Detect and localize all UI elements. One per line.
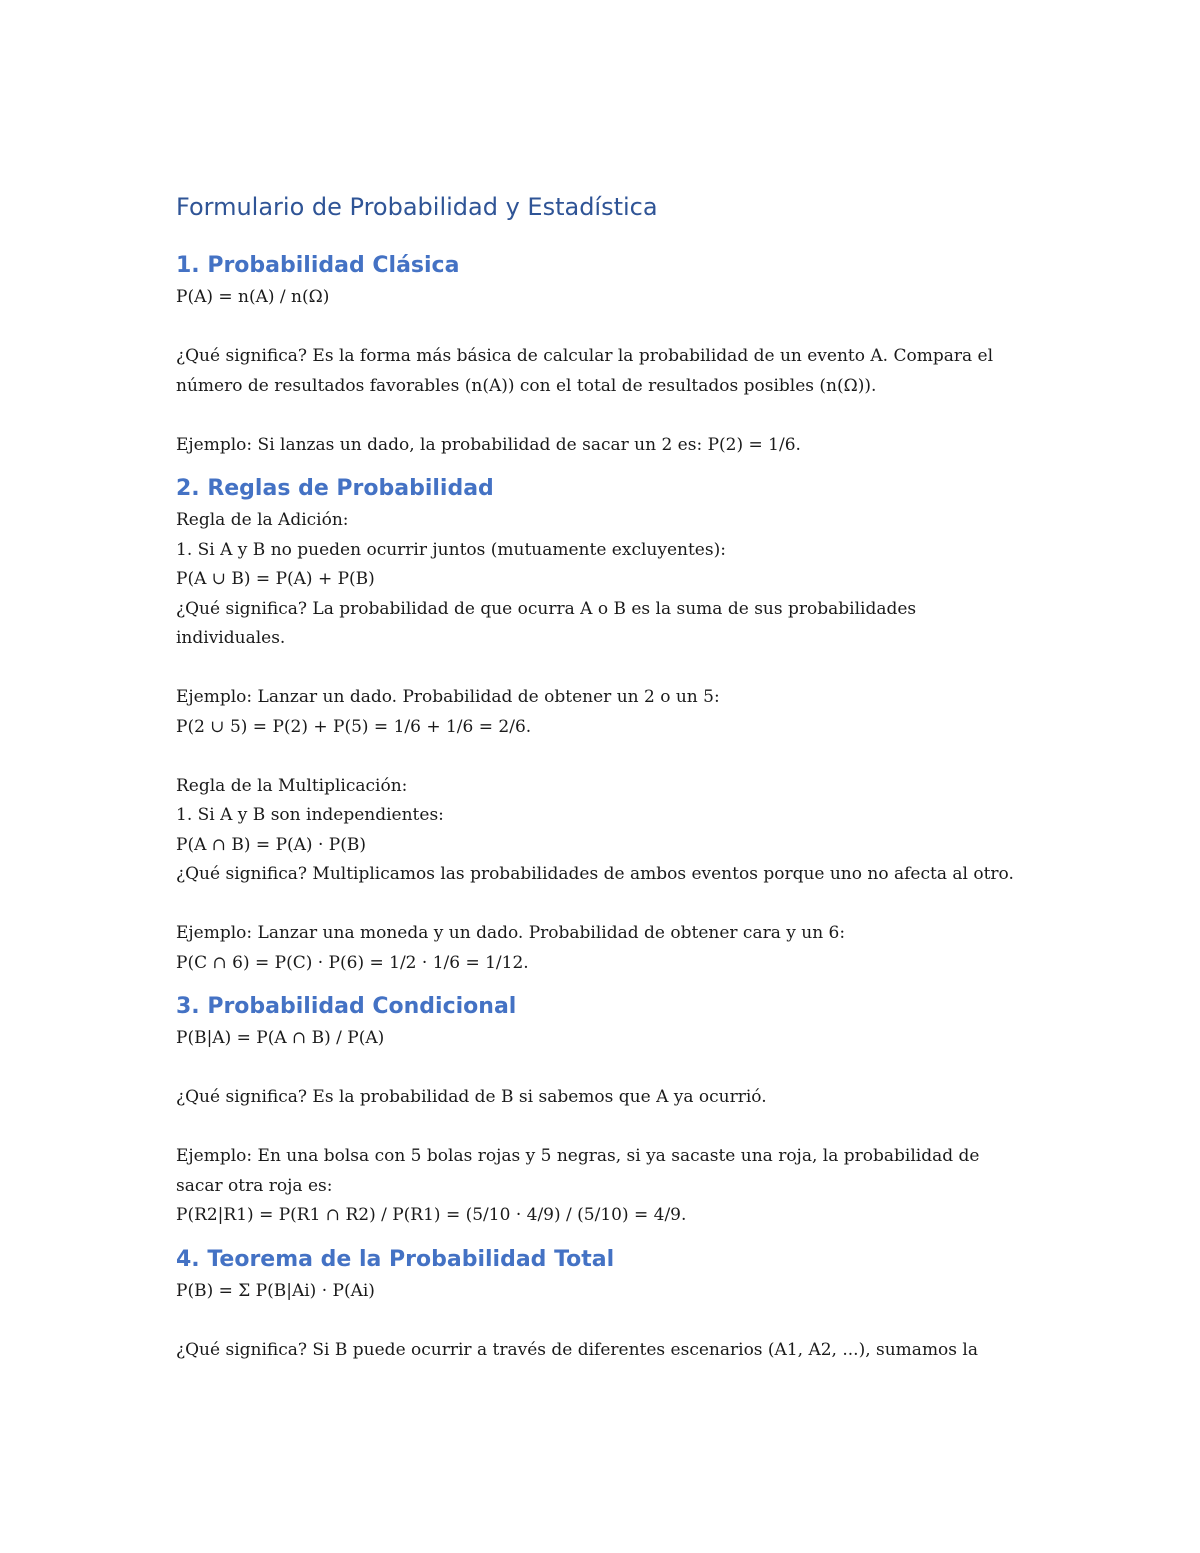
multiplication-case: 1. Si A y B son independientes:: [176, 805, 444, 825]
multiplication-example-formula: P(C ∩ 6) = P(C) · P(6) = 1/2 · 1/6 = 1/12.: [176, 952, 529, 973]
addition-rule-label: Regla de la Adición:: [176, 510, 349, 530]
multiplication-formula: P(A ∩ B) = P(A) · P(B): [176, 834, 366, 855]
formula-classical: P(A) = n(A) / n(Ω): [176, 287, 330, 307]
addition-meaning: ¿Qué significa? La probabilidad de que ocurra A o B es la suma de sus probabilidades individuales.: [176, 598, 917, 648]
meaning-total-probability: ¿Qué significa? Si B puede ocurrir a través de diferentes escenarios (A1, A2, ...), sumamos la: [176, 1339, 978, 1360]
multiplication-example: Ejemplo: Lanzar una moneda y un dado. Probabilidad de obtener cara y un 6:: [176, 923, 846, 943]
document-title: Formulario de Probabilidad y Estadística: [176, 193, 658, 221]
example-classical: Ejemplo: Si lanzas un dado, la probabilidad de sacar un 2 es: P(2) = 1/6.: [176, 434, 801, 455]
addition-example-formula: P(2 ∪ 5) = P(2) + P(5) = 1/6 + 1/6 = 2/6.: [176, 716, 532, 737]
section-heading-total-probability: 4. Teorema de la Probabilidad Total: [176, 1246, 615, 1272]
formula-conditional: P(B|A) = P(A ∩ B) / P(A): [176, 1028, 385, 1048]
addition-case: 1. Si A y B no pueden ocurrir juntos (mutuamente excluyentes):: [176, 539, 726, 560]
multiplication-rule-label: Regla de la Multiplicación:: [176, 775, 408, 796]
meaning-conditional: ¿Qué significa? Es la probabilidad de B si sabemos que A ya ocurrió.: [176, 1087, 767, 1107]
example-conditional: Ejemplo: En una bolsa con 5 bolas rojas y 5 negras, si ya sacaste una roja, la probabilidad de sacar otra roja es:: [176, 1146, 980, 1196]
addition-example: Ejemplo: Lanzar un dado. Probabilidad de obtener un 2 o un 5:: [176, 687, 720, 707]
formula-total-probability: P(B) = Σ P(B|Ai) · P(Ai): [176, 1280, 375, 1301]
section-heading-classical: 1. Probabilidad Clásica: [176, 253, 460, 278]
section-heading-rules: 2. Reglas de Probabilidad: [176, 476, 494, 501]
example-formula-conditional: P(R2|R1) = P(R1 ∩ R2) / P(R1) = (5/10 · 4/9) / (5/10) = 4/9.: [176, 1205, 687, 1225]
multiplication-meaning: ¿Qué significa? Multiplicamos las probabilidades de ambos eventos porque uno no afecta al otro.: [176, 864, 1014, 884]
addition-formula: P(A ∪ B) = P(A) + P(B): [176, 569, 375, 589]
meaning-classical: ¿Qué significa? Es la forma más básica de calcular la probabilidad de un evento A. Compara el número de resultados favorables (n(A)) con el total de resultados posibles (n(Ω)).: [176, 346, 994, 396]
section-heading-conditional: 3. Probabilidad Condicional: [176, 994, 517, 1019]
